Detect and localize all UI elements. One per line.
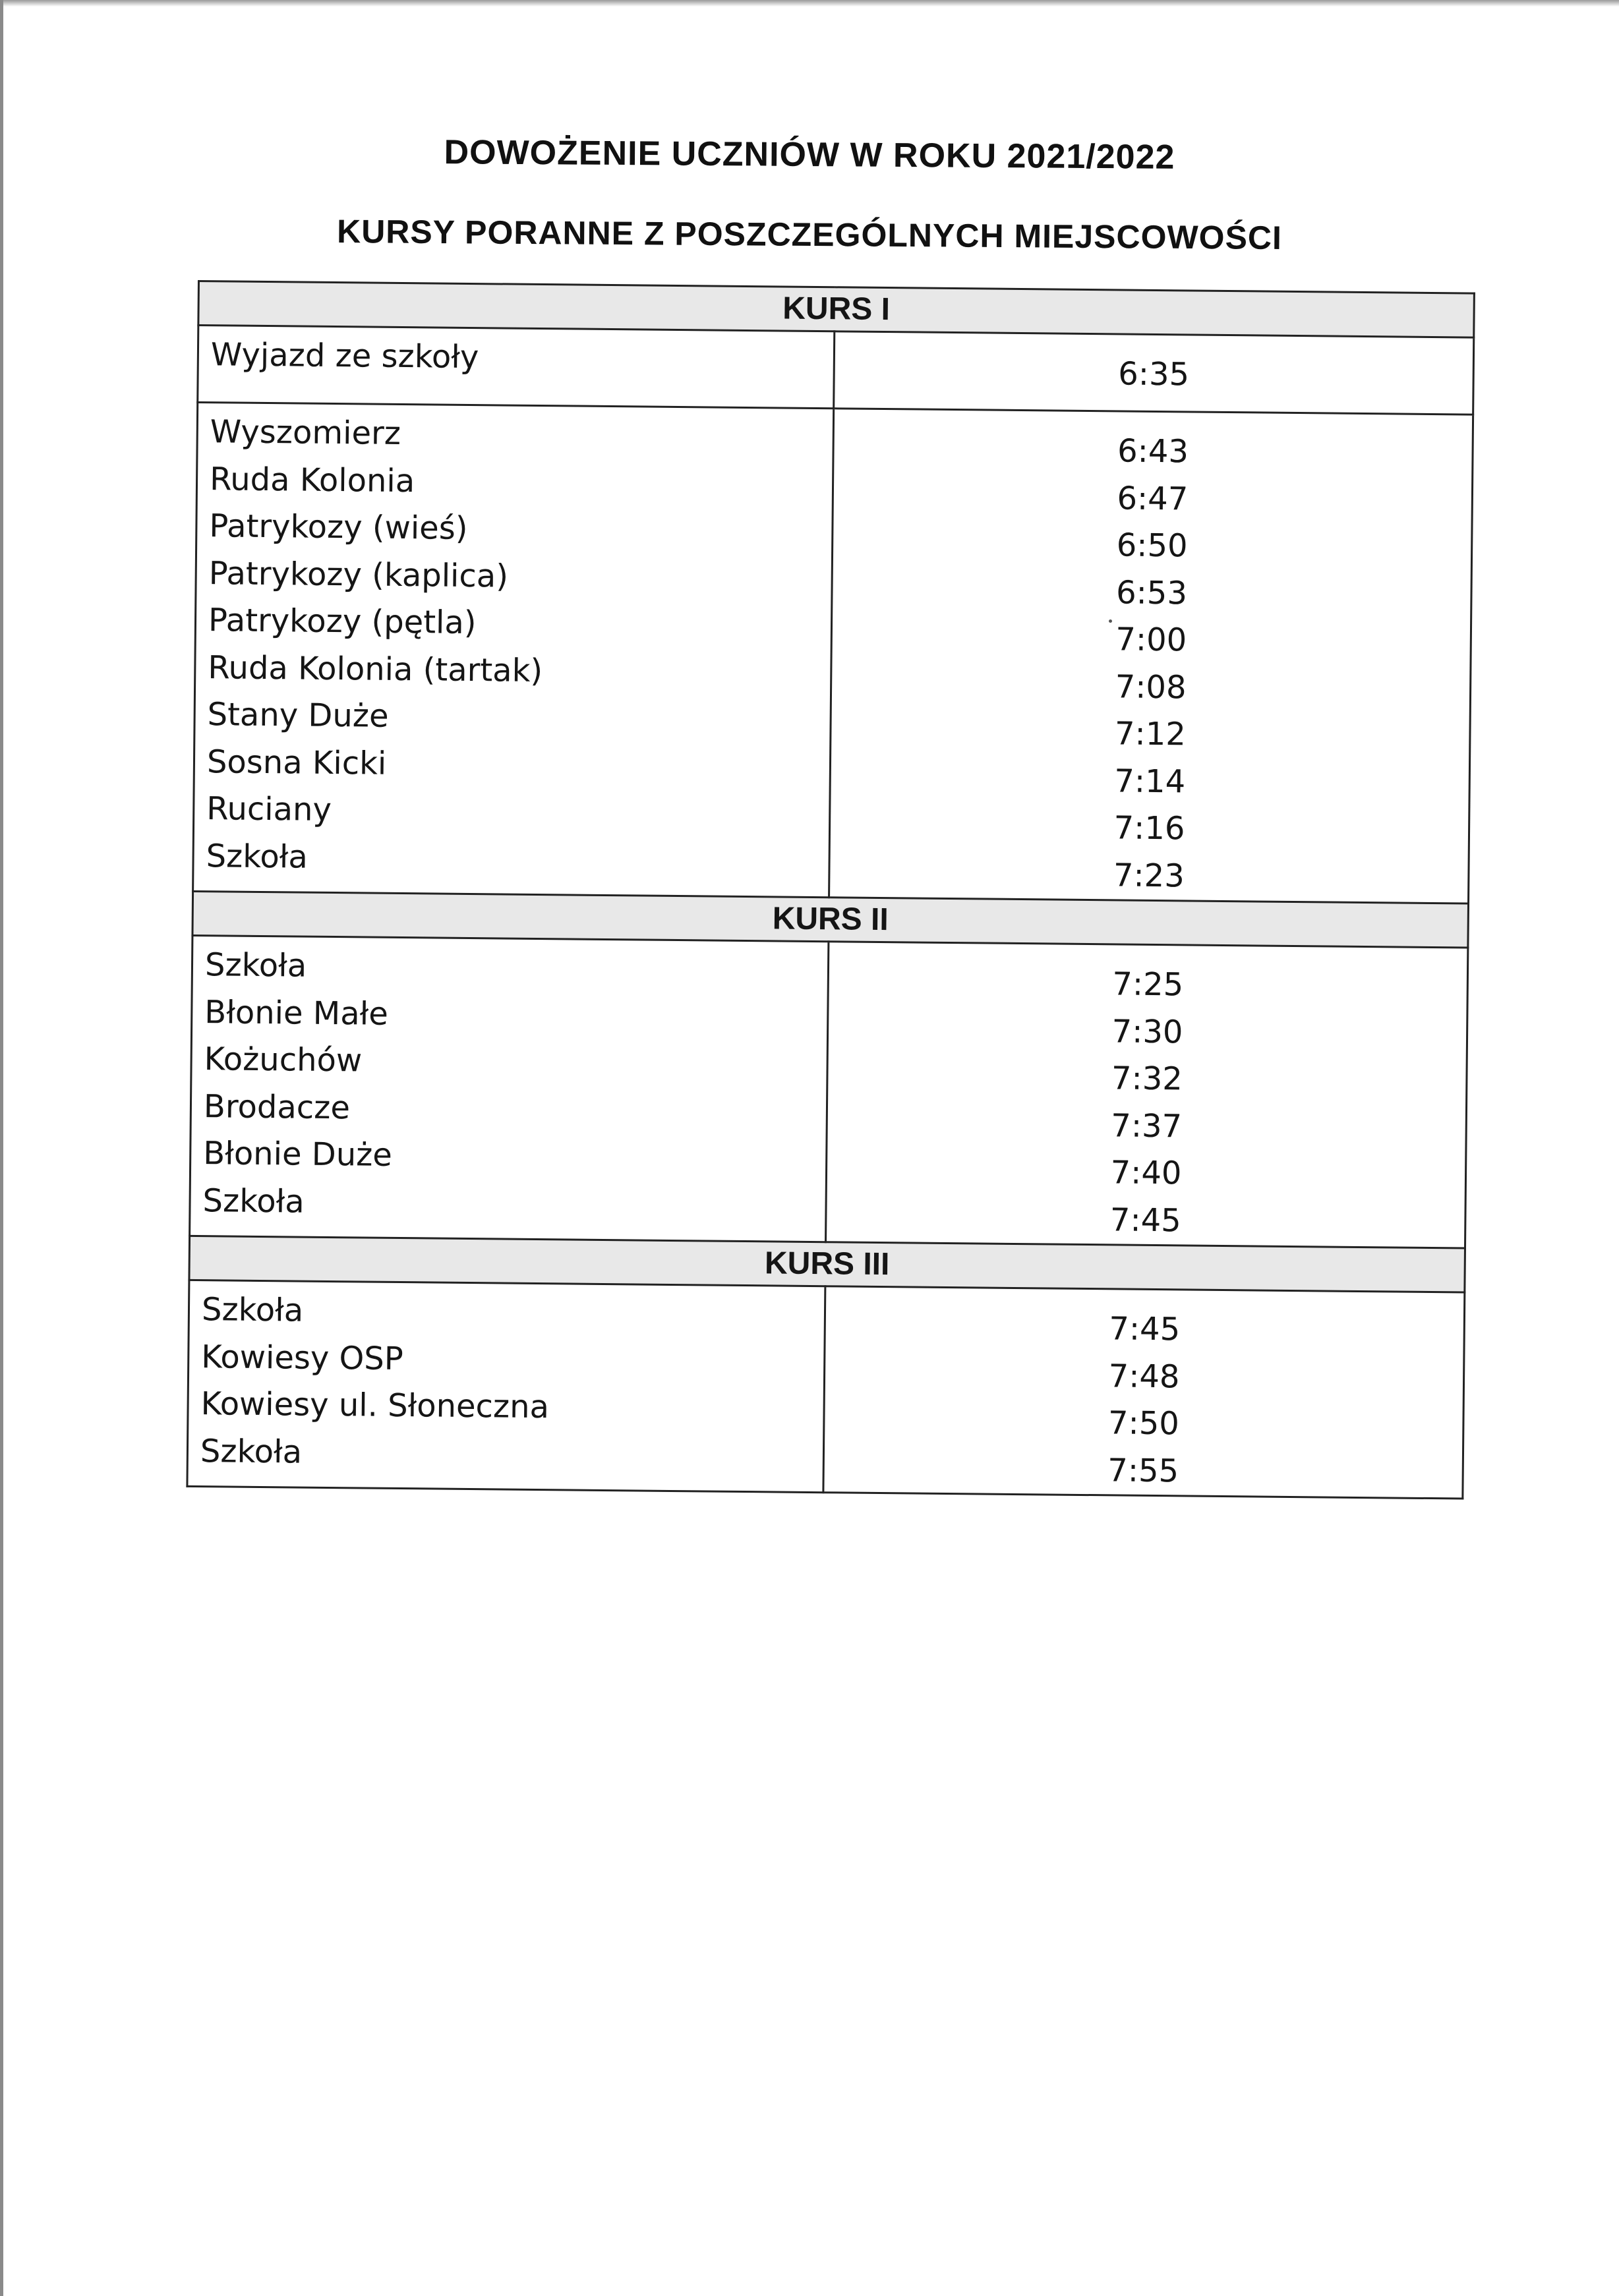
stop-time: 7:48 <box>1108 1357 1180 1395</box>
scan-top-edge <box>0 0 1619 7</box>
stop-time: 7:23 <box>1113 856 1185 894</box>
stop-time: 7:32 <box>1111 1060 1183 1098</box>
stop-name: Sosna Kicki <box>206 743 387 782</box>
stop-time: 7:45 <box>1109 1310 1181 1348</box>
stop-name: Kowiesy ul. Słoneczna <box>200 1385 550 1426</box>
stop-name: Kowiesy OSP <box>201 1338 404 1377</box>
course-header: KURS III <box>189 1236 1465 1292</box>
stop-name: Ruciany <box>206 790 332 828</box>
stop-name: Szkoła <box>202 1182 305 1220</box>
course-header: KURS I <box>198 281 1475 338</box>
course-body-row <box>187 1280 1465 1499</box>
stop-name: Szkoła <box>204 946 307 985</box>
stop-time: 7:50 <box>1107 1404 1180 1443</box>
stop-time: 7:30 <box>1111 1012 1183 1050</box>
stop-time: 7:12 <box>1114 715 1187 753</box>
departure-time-cell <box>834 331 1474 415</box>
departure-time: 6:35 <box>1118 355 1190 393</box>
stop-time: 7:45 <box>1109 1201 1182 1239</box>
stop-time: 7:40 <box>1110 1154 1182 1192</box>
course-body-row <box>193 403 1473 904</box>
stop-time: 7:25 <box>1112 965 1184 1004</box>
course-header: KURS II <box>192 891 1469 948</box>
stop-name: Szkoła <box>206 837 309 876</box>
stop-name: Błonie Małe <box>204 993 389 1033</box>
stop-name: Szkoła <box>200 1432 303 1471</box>
stop-name: Patrykozy (kaplica) <box>208 554 509 595</box>
times-cell <box>829 409 1473 904</box>
stop-time: 6:43 <box>1117 432 1189 471</box>
departure-label-cell <box>198 326 835 409</box>
stop-name: Ruda Kolonia <box>209 460 415 500</box>
stop-name: Brodacze <box>203 1087 351 1126</box>
stop-name: Patrykozy (pętla) <box>208 602 477 642</box>
stop-name: Kożuchów <box>204 1041 363 1079</box>
stop-name: Ruda Kolonia (tartak) <box>208 648 543 689</box>
stop-time: 7:37 <box>1111 1106 1183 1145</box>
stops-cell <box>190 935 829 1242</box>
stop-time: 6:47 <box>1117 479 1189 517</box>
departure-label: Wyjazd ze szkoły <box>210 336 479 376</box>
stops-cell <box>193 403 834 898</box>
departure-row <box>198 326 1474 415</box>
course-body-row <box>190 935 1468 1248</box>
stop-time: 7:14 <box>1114 762 1186 800</box>
stop-name: Wyszomierz <box>210 413 401 452</box>
times-cell <box>823 1286 1465 1499</box>
stop-time: 6:53 <box>1115 573 1188 612</box>
scan-left-edge <box>0 0 3 2296</box>
document-subtitle: KURSY PORANNE Z POSZCZEGÓLNYCH MIEJSCOWOŚCI <box>336 212 1283 257</box>
stops-cell <box>187 1280 825 1492</box>
schedule-sheet <box>186 280 1473 1499</box>
stop-time: 7:55 <box>1107 1451 1179 1489</box>
times-cell <box>826 942 1468 1248</box>
stop-name: Błonie Duże <box>203 1135 393 1174</box>
stop-time: 6:50 <box>1116 527 1188 565</box>
stop-time: 7:00 <box>1115 621 1187 659</box>
stop-time: 7:08 <box>1115 668 1187 706</box>
schedule-table <box>186 280 1475 1500</box>
stop-name: Stany Duże <box>207 696 389 735</box>
stop-name: Patrykozy (wieś) <box>209 507 468 547</box>
stop-time: 7:16 <box>1113 809 1185 847</box>
document-title: DOWOŻENIE UCZNIÓW W ROKU 2021/2022 <box>444 133 1175 177</box>
stop-name: Szkoła <box>201 1291 304 1329</box>
